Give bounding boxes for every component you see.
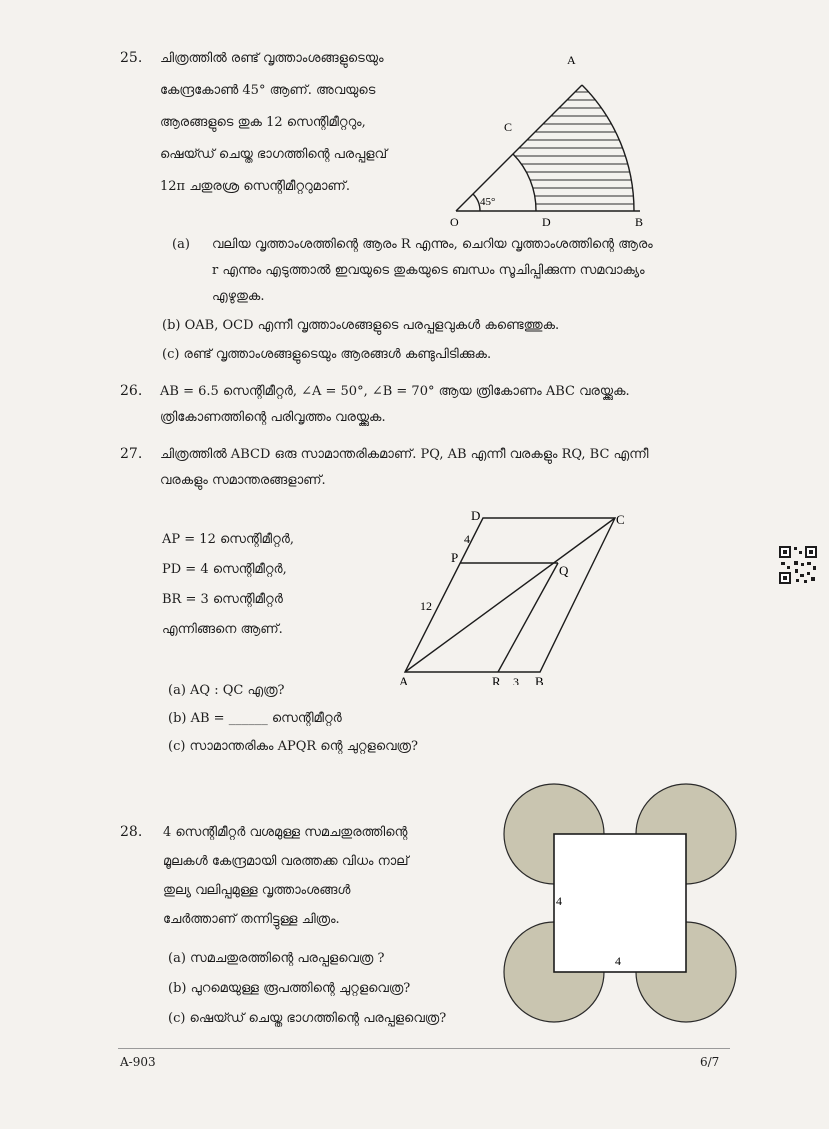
footer-page-number: 6/7: [700, 1055, 720, 1069]
q25-part-a: [212, 236, 653, 306]
q27-part-a: (a) AQ : QC എത്ര?: [168, 683, 285, 698]
footer-code: A-903: [120, 1055, 156, 1069]
q28-part-b: (b) പുറമെയുള്ള രൂപത്തിന്റെ ചുറ്റളവെത്ര?: [168, 981, 411, 996]
q25-number: 25.: [120, 50, 143, 66]
q27-line-2: വരകളും സമാന്തരങ്ങളാണ്.: [160, 473, 326, 488]
q27-parts: [168, 682, 418, 756]
q25-part-a-label: (a): [172, 237, 190, 252]
q27-parallelogram-figure: [390, 505, 630, 685]
q25-label-d: D: [542, 215, 551, 229]
q28-part-c: (c) ഷെയ്ഡ് ചെയ്ത ഭാഗത്തിന്റെ പരപ്പളവെത്ര?: [168, 1011, 447, 1026]
q27-label-q: Q: [559, 563, 569, 578]
q27-label-d: D: [471, 508, 481, 523]
q27-given: [162, 531, 294, 639]
q27-part-b: (b) AB = ______ സെന്റിമീറ്റർ: [168, 711, 342, 726]
q25-line-5: 12π ചതുരശ്ര സെന്റിമീറ്ററുമാണ്.: [160, 179, 350, 194]
q25-line-4: ഷെയ്ഡ് ചെയ്ത ഭാഗത്തിന്റെ പരപ്പളവ്: [160, 147, 388, 162]
q27-given-3: BR = 3 സെന്റിമീറ്റർ: [162, 592, 283, 607]
q25-sector-figure: [440, 50, 660, 235]
q28-line-3: തുല്യ വലിപ്പമുള്ള വൃത്താംശങ്ങൾ: [163, 883, 351, 898]
q28-line-2: മൂലകൾ കേന്ദ്രമായി വരത്തക്ക വിധം നാല്: [163, 854, 409, 869]
q25-part-b: (b) OAB, OCD എന്നീ വൃത്താംശങ്ങളുടെ പരപ്പളവുകൾ കണ്ടെത്തുക.: [162, 318, 560, 333]
q25-part-a-line-1: വലിയ വൃത്താംശത്തിന്റെ ആരം R എന്നും, ചെറിയ വൃത്താംശത്തിന്റെ ആരം: [212, 237, 653, 252]
q27-label-r: R: [492, 674, 501, 685]
q25-part-a-line-3: എഴുതുക.: [212, 289, 265, 304]
q25-line-3: ആരങ്ങളുടെ തുക 12 സെന്റിമീറ്ററും,: [160, 115, 366, 130]
q27-given-2: PD = 4 സെന്റിമീറ്റർ,: [162, 562, 287, 577]
q27-label-c: C: [616, 512, 625, 527]
q25-label-o: O: [450, 215, 459, 229]
q27-given-4: എന്നിങ്ങനെ ആണ്.: [162, 622, 283, 637]
q27-len-pd: 4: [464, 532, 470, 546]
qr-code-icon: [778, 545, 818, 585]
q28-side-bottom: 4: [615, 954, 621, 968]
q27-part-c: (c) സാമാന്തരികം APQR ന്റെ ചുറ്റളവെത്ര?: [168, 739, 418, 754]
q25-label-b: B: [635, 215, 644, 229]
q25-angle-label: 45°: [480, 196, 496, 208]
q25-text: [160, 50, 387, 196]
q26-text: [160, 383, 630, 427]
footer-divider: [118, 1048, 730, 1049]
q28-circles-figure: [500, 780, 750, 1030]
q26-line-2: ത്രികോണത്തിന്റെ പരിവൃത്തം വരയ്ക്കുക.: [160, 410, 386, 425]
q28-number: 28.: [120, 824, 143, 840]
q28-text: [163, 824, 409, 929]
q28-part-a: (a) സമചതുരത്തിന്റെ പരപ്പളവെത്ര ?: [168, 951, 385, 966]
q27-number: 27.: [120, 446, 143, 462]
q25-label-a: A: [567, 53, 576, 67]
q28-side-left: 4: [556, 894, 562, 908]
q28-parts: [168, 950, 446, 1028]
q25-part-a-line-2: r എന്നും എടുത്താൽ ഇവയുടെ തുകയുടെ ബന്ധം സൂചിപ്പിക്കുന്ന സമവാക്യം: [212, 263, 645, 278]
q27-label-a: A: [399, 674, 409, 685]
q25-line-1: ചിത്രത്തിൽ രണ്ട് വൃത്താംശങ്ങളുടെയും: [160, 51, 384, 66]
q27-label-b: B: [535, 674, 544, 685]
q25-line-2: കേന്ദ്രകോൺ 45° ആണ്. അവയുടെ: [160, 83, 376, 98]
q28-line-1: 4 സെന്റിമീറ്റർ വശമുള്ള സമചതുരത്തിന്റെ: [163, 825, 408, 840]
q26-line-1: AB = 6.5 സെന്റിമീറ്റർ, ∠A = 50°, ∠B = 70° ആയ ത്രികോണം ABC വരയ്ക്കുക.: [160, 384, 630, 399]
q28-line-4: ചേർത്താണ് തന്നിട്ടുള്ള ചിത്രം.: [163, 912, 340, 927]
q25-part-c: (c) രണ്ട് വൃത്താംശങ്ങളുടെയും ആരങ്ങൾ കണ്ടുപിടിക്കുക.: [162, 347, 492, 362]
q27-line-1: ചിത്രത്തിൽ ABCD ഒരു സാമാന്തരികമാണ്. PQ, AB എന്നീ വരകളും RQ, BC എന്നീ: [160, 447, 649, 462]
q27-len-br: 3: [513, 675, 519, 685]
q27-text: [160, 446, 648, 490]
q26-number: 26.: [120, 383, 143, 399]
q27-len-ap: 12: [420, 599, 432, 613]
q27-given-1: AP = 12 സെന്റിമീറ്റർ,: [162, 532, 295, 547]
q25-label-c: C: [504, 120, 513, 134]
q27-label-p: P: [451, 550, 459, 565]
